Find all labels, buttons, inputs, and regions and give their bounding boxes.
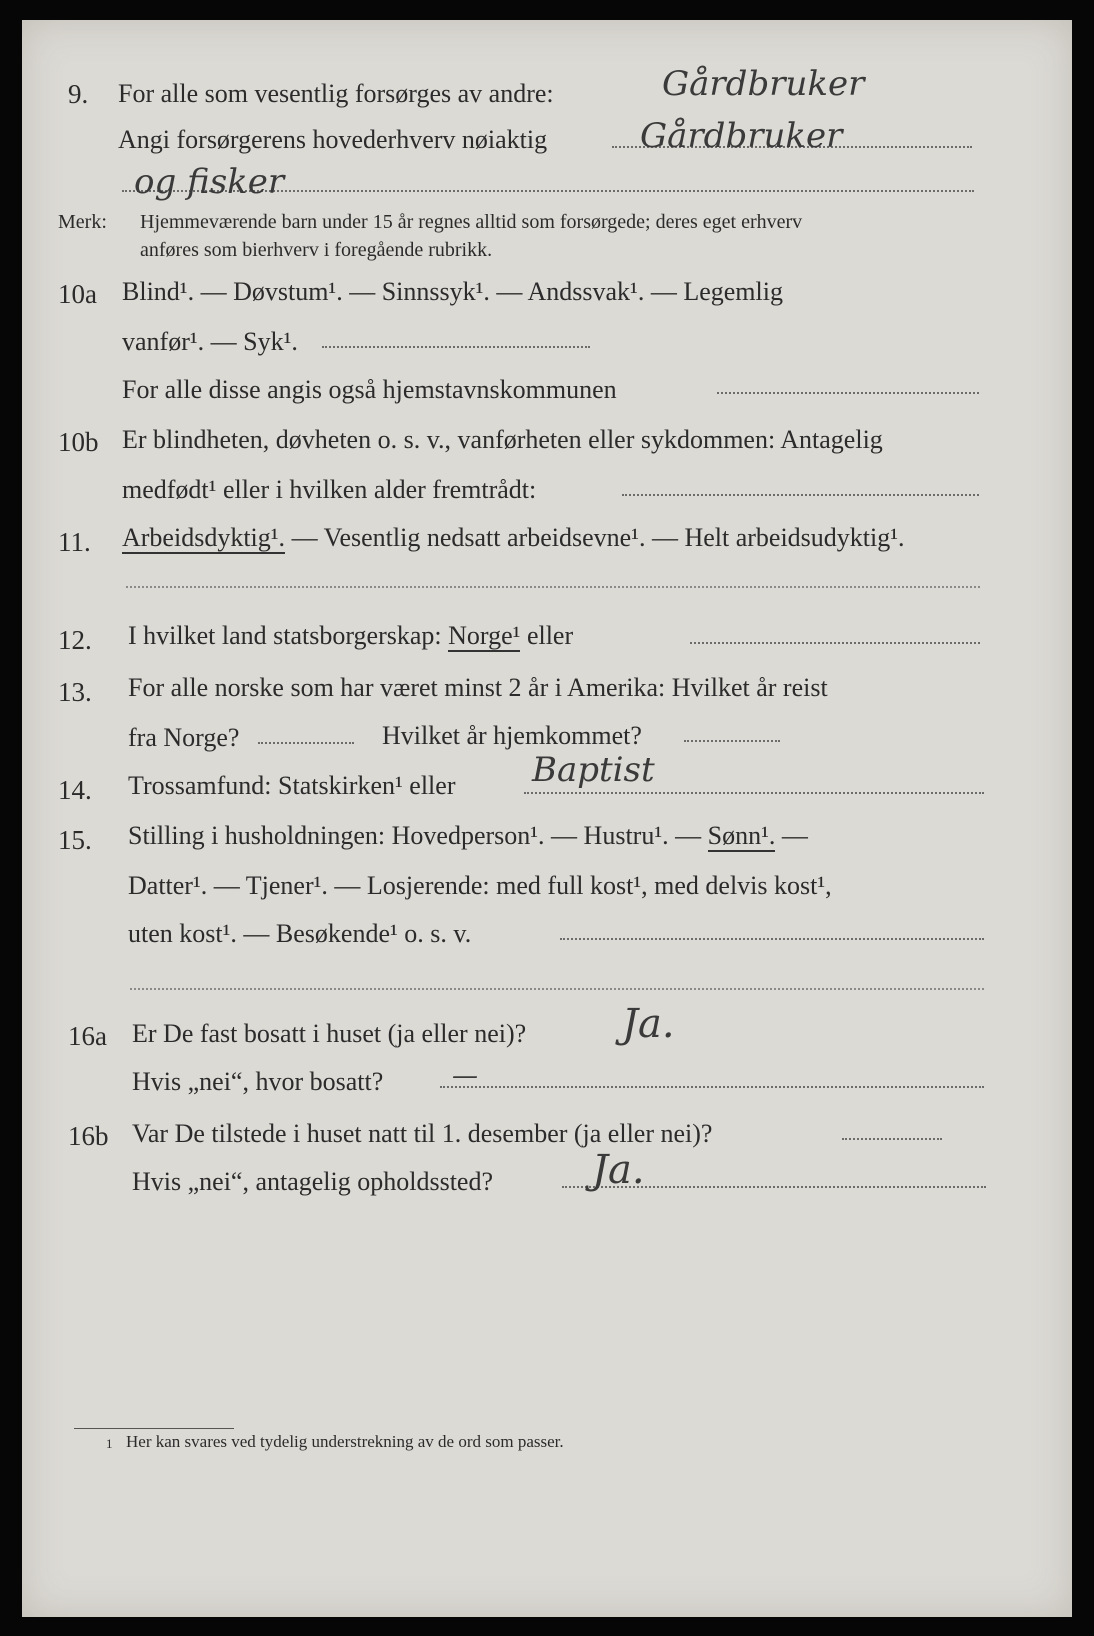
q10a-number: 10a xyxy=(58,279,97,309)
merk-line2: anføres som bierhverv i foregående rubrikk. xyxy=(140,239,493,261)
q10a-line3: For alle disse angis også hjemstavnskommunen xyxy=(122,375,617,404)
q15-number: 15. xyxy=(58,825,92,855)
q9-line1: For alle som vesentlig forsørges av andre: xyxy=(118,79,554,108)
q13-line2b: Hvilket år hjemkommet? xyxy=(382,721,642,750)
q11-line xyxy=(122,522,905,554)
q9-number: 9. xyxy=(68,79,89,109)
q9-handwritten-2: Gårdbruker xyxy=(640,116,843,156)
q12-prefix: I hvilket land statsborgerskap: xyxy=(128,621,442,650)
q16b-line1: Var De tilstede i huset natt til 1. desember (ja eller nei)? xyxy=(132,1119,713,1148)
q15-line1a: Stilling i husholdningen: Hovedperson¹. — Hustru¹. — xyxy=(128,821,702,850)
footnote-rule xyxy=(74,1428,234,1429)
q10a-dotted-line-2 xyxy=(717,392,979,394)
q15-line1 xyxy=(128,820,808,852)
q10b-dotted-line xyxy=(622,494,979,496)
q14-line: Trossamfund: Statskirken¹ eller xyxy=(128,771,456,800)
q16a-handwritten-1: Ja. xyxy=(622,1001,675,1047)
merk-label: Merk: xyxy=(58,211,107,233)
q12-dotted-line xyxy=(690,642,980,644)
q16a-handwritten-2: — xyxy=(452,1061,478,1091)
q16b-handwritten: Ja. xyxy=(592,1147,645,1193)
q11-option-arbeidsdyktig-underlined: Arbeidsdyktig¹. xyxy=(122,523,286,552)
q16b-number: 16b xyxy=(68,1121,109,1151)
q12-suffix: eller xyxy=(526,621,574,650)
footnote-text: Her kan svares ved tydelig understrekning av de ord som passer. xyxy=(126,1432,564,1451)
q12-option-norge-underlined: Norge¹ xyxy=(448,621,521,650)
q10a-line2: vanfør¹. — Syk¹. xyxy=(122,327,298,356)
q13-line2a: fra Norge? xyxy=(128,723,240,752)
q16a-dotted-line xyxy=(440,1086,984,1088)
q15-line2: Datter¹. — Tjener¹. — Losjerende: med full kost¹, med delvis kost¹, xyxy=(128,871,832,900)
q16a-number: 16a xyxy=(68,1021,107,1051)
q14-dotted-line xyxy=(524,792,984,794)
q15-line3: uten kost¹. — Besøkende¹ o. s. v. xyxy=(128,919,472,948)
q10a-line1: Blind¹. — Døvstum¹. — Sinnssyk¹. — Andssvak¹. — Legemlig xyxy=(122,277,783,306)
q11-dotted-line xyxy=(126,586,980,588)
q13-number: 13. xyxy=(58,677,92,707)
q13-line1: For alle norske som har været minst 2 år i Amerika: Hvilket år reist xyxy=(128,673,828,702)
q10a-dotted-line-1 xyxy=(322,346,590,348)
q9-handwritten-1: Gårdbruker xyxy=(662,64,865,104)
q15-option-sonn-underlined: Sønn¹. xyxy=(707,821,776,850)
q10b-line2: medfødt¹ eller i hvilken alder fremtrådt: xyxy=(122,475,537,504)
merk-line1: Hjemmeværende barn under 15 år regnes alltid som forsørgede; deres eget erhverv xyxy=(140,211,803,233)
q16a-line2: Hvis „nei“, hvor bosatt? xyxy=(132,1067,384,1096)
q10b-line1: Er blindheten, døvheten o. s. v., vanførheten eller sykdommen: Antagelig xyxy=(122,425,883,454)
q16a-line1: Er De fast bosatt i huset (ja eller nei)? xyxy=(132,1019,527,1048)
q11-number: 11. xyxy=(58,527,91,557)
q11-rest: — Vesentlig nedsatt arbeidsevne¹. — Helt arbeidsudyktig¹. xyxy=(291,523,905,552)
census-form-page xyxy=(22,20,1072,1617)
q15-line1c: — xyxy=(781,821,808,850)
q15-dotted-line-1 xyxy=(560,938,984,940)
q16b-dotted-line-1 xyxy=(842,1138,942,1140)
q16b-line2: Hvis „nei“, antagelig opholdssted? xyxy=(132,1167,494,1196)
q14-handwritten: Baptist xyxy=(532,750,655,790)
q12-line xyxy=(128,620,573,652)
q15-dotted-line-2 xyxy=(130,988,984,990)
q10b-number: 10b xyxy=(58,427,99,457)
q9-handwritten-3: og fisker xyxy=(134,162,285,202)
q14-number: 14. xyxy=(58,775,92,805)
q12-number: 12. xyxy=(58,625,92,655)
q13-dotted-line-1 xyxy=(258,742,354,744)
q13-dotted-line-2 xyxy=(684,740,780,742)
q9-line2: Angi forsørgerens hovederhverv nøiaktig xyxy=(118,125,548,154)
footnote-mark: 1 xyxy=(106,1436,113,1451)
